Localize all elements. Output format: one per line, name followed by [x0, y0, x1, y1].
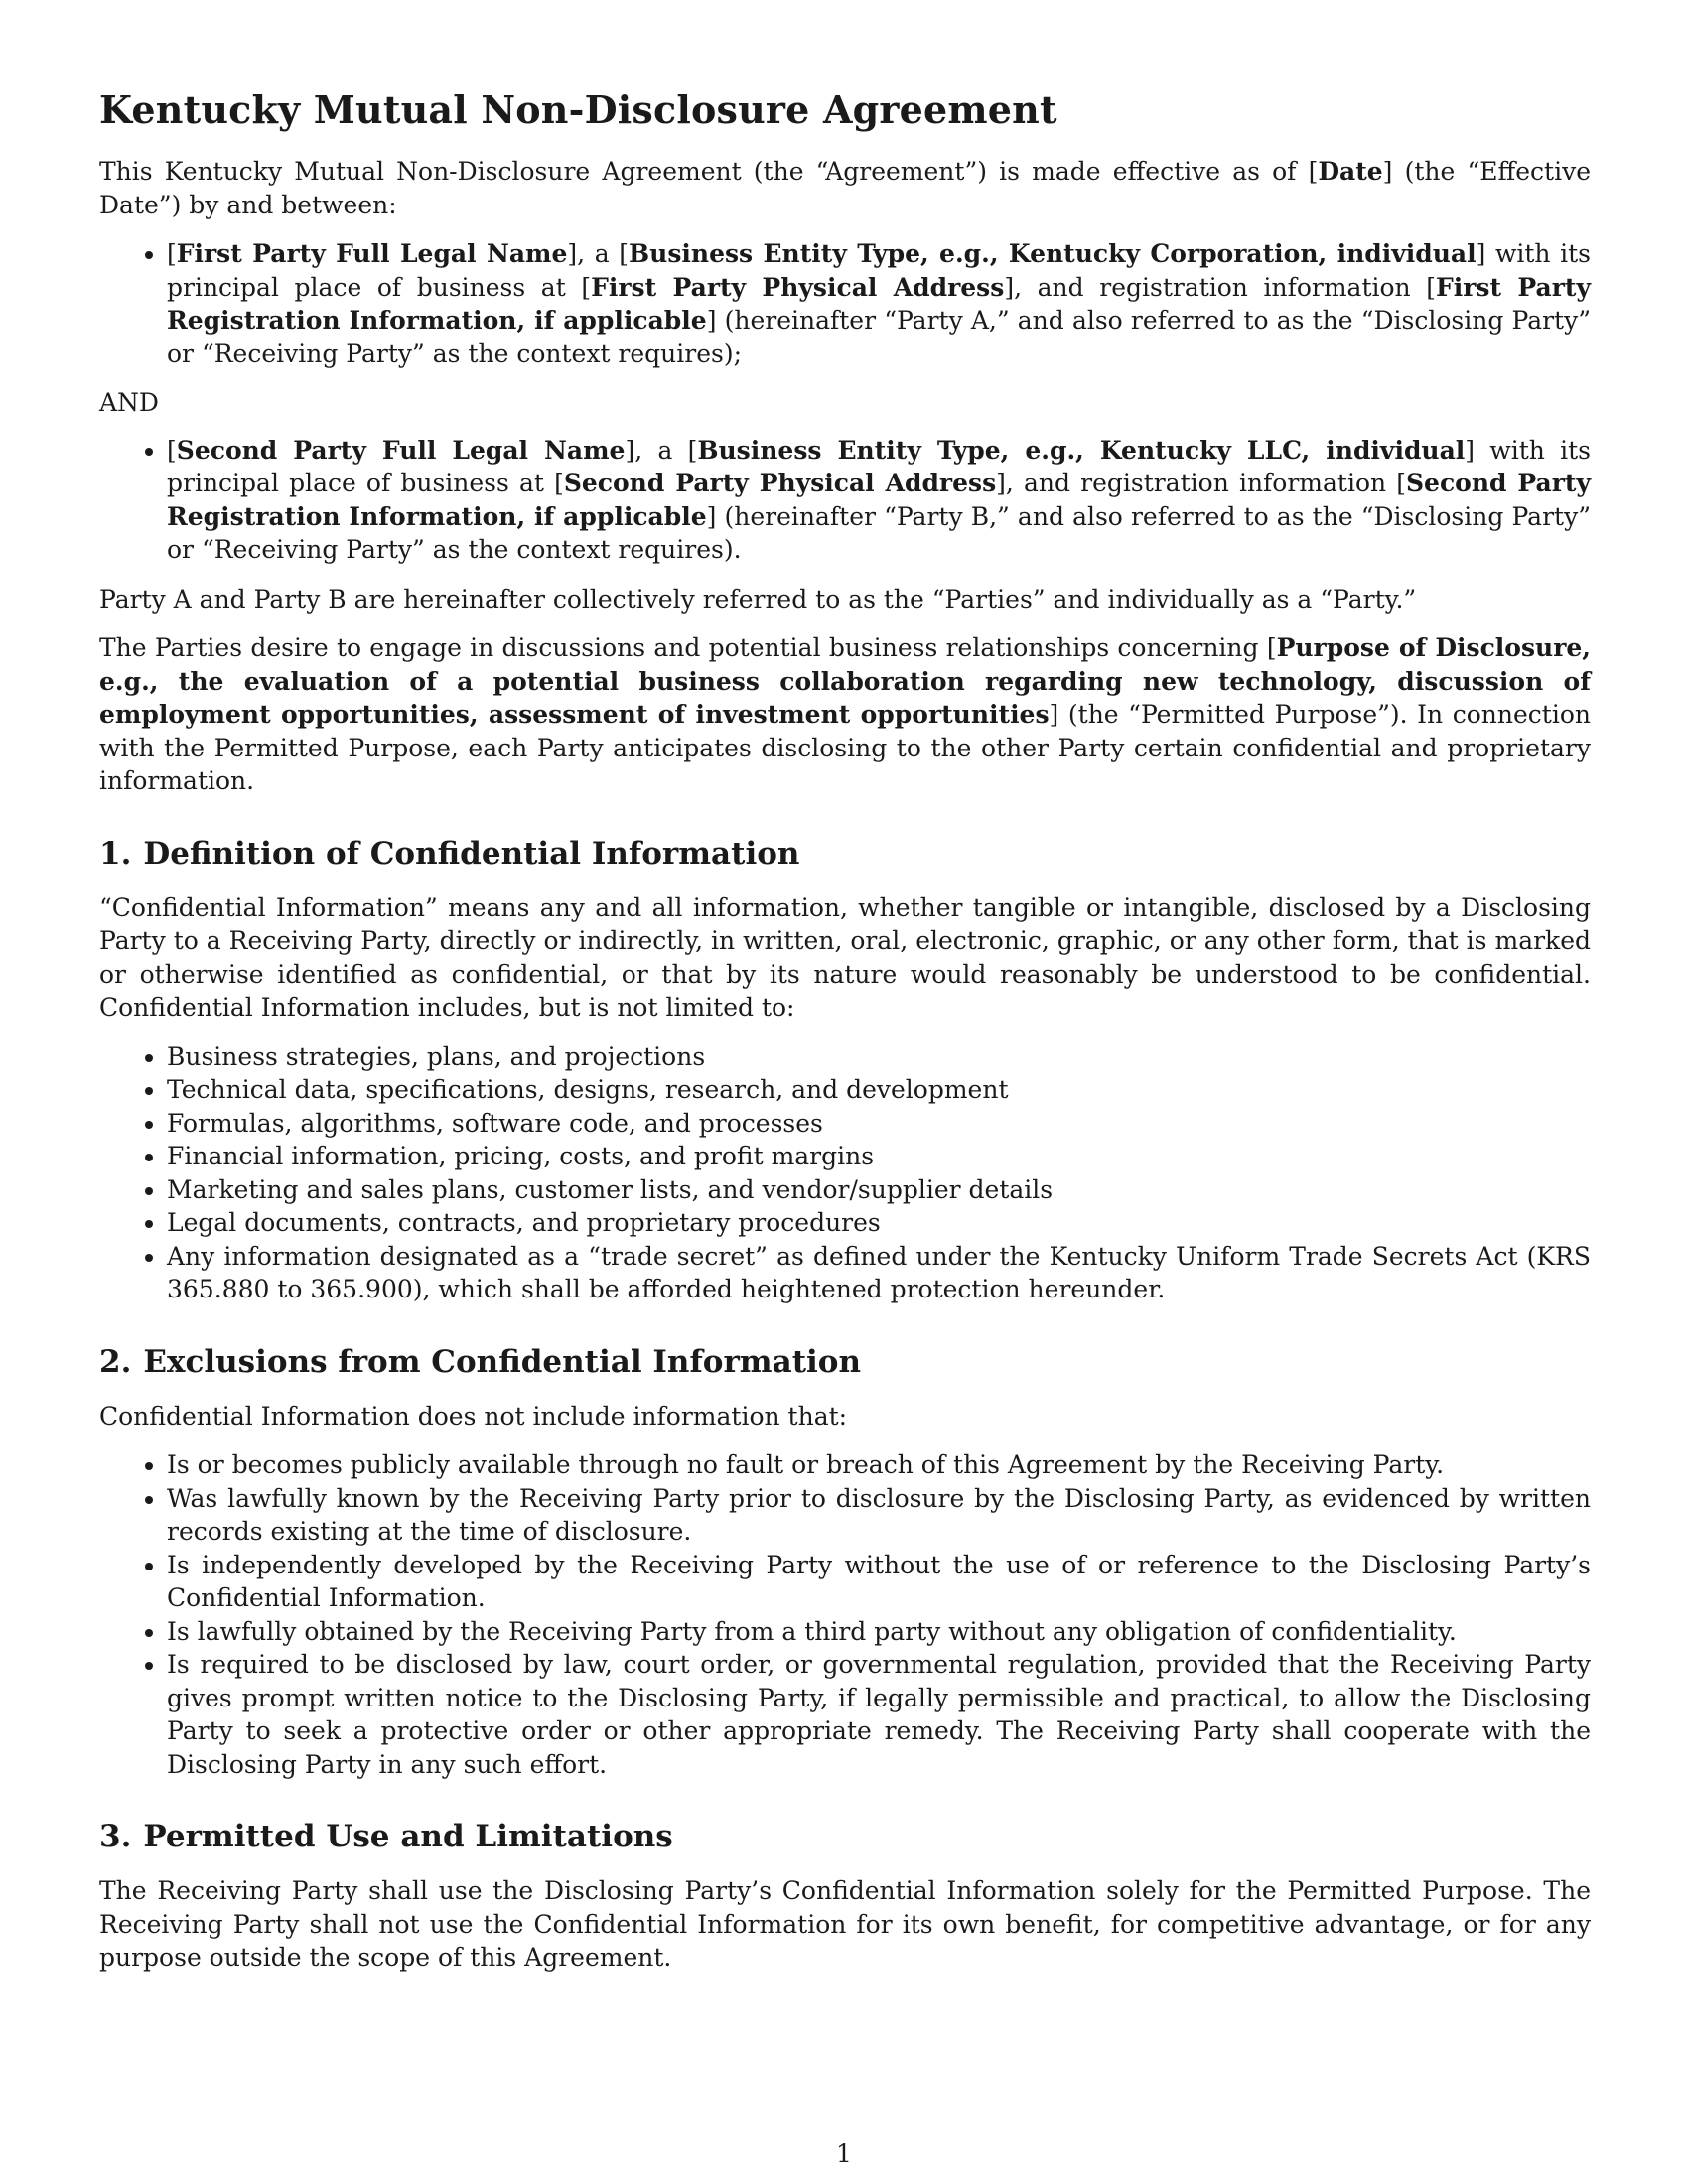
purpose-paragraph: The Parties desire to engage in discussions and potential business relationships concerning [Purpose of Disclosure, e.g., the evaluation of a potential business collaboration regarding new technology, discussion of employment opportunities, assessment of investment opportunities] (the “Permitted Purpose”). In connection with the Permitted Purpose, each Party anticipates disclosing to the other Party certain confidential and proprietary information.: [99, 633, 1592, 795]
section-3-paragraph: The Receiving Party shall use the Disclosing Party’s Confidential Information solely for the Permitted Purpose. The Receiving Party shall not use the Confidential Information for its own benefit, for competitive advantage, or for any purpose outside the scope of this Agreement.: [99, 1876, 1591, 1972]
list-item: • Formulas, algorithms, software code, and processes: [167, 1107, 1591, 1141]
list-item: • Is required to be disclosed by law, court order, or governmental regulation, provided that the Receiving Party gives prompt written notice to the Disclosing Party, if legally permissible and practical, to allow the Disclosing Party to seek a protective order or other appropriate remedy. The Receiving Party shall cooperate with the Disclosing Party in any such effort.: [167, 1648, 1591, 1781]
purpose-placeholder: Purpose of Disclosure, e.g., the evaluation of a potential business collaboration regarding new technology, discussion of employment opportunities, assessment of investment opportunities: [99, 633, 1592, 729]
party-b-list: [99, 434, 1591, 567]
party-a-entity: Business Entity Type, e.g., Kentucky Corporation, individual: [629, 239, 1477, 268]
list-item: • Technical data, specifications, designs, research, and development: [167, 1073, 1591, 1107]
section-1-list: [99, 1040, 1591, 1306]
party-b-name: Second Party Full Legal Name: [176, 435, 626, 465]
section-2-heading: 2. Exclusions from Confidential Information: [99, 1343, 862, 1380]
section-3-heading: 3. Permitted Use and Limitations: [99, 1819, 673, 1854]
party-b-address: Second Party Physical Address: [563, 469, 997, 497]
document-page: [99, 87, 1591, 1990]
parties-definition: Party A and Party B are hereinafter collectively referred to as the “Parties” and individually as a “Party.”: [99, 584, 1417, 614]
section-1-paragraph: “Confidential Information” means any and all information, whether tangible or intangible, disclosed by a Disclosing Party to a Receiving Party, directly or indirectly, in written, oral, electronic, graphic, or any other form, that is marked or otherwise identified as confidential, or that by its nature would reasonably be understood to be confidential. Confidential Information includes, but is not limited to:: [99, 892, 1591, 1022]
section-2-list: [99, 1448, 1591, 1781]
list-item: • Legal documents, contracts, and proprietary procedures: [167, 1206, 1591, 1240]
section-2-paragraph: Confidential Information does not include information that:: [99, 1401, 848, 1431]
list-item: • Was lawfully known by the Receiving Party prior to disclosure by the Disclosing Party, as evidenced by written records existing at the time of disclosure.: [167, 1482, 1591, 1549]
party-b-item: • [Second Party Full Legal Name], a [Business Entity Type, e.g., Kentucky LLC, individual] with its principal place of business at [Second Party Physical Address], and registration information [Second Party Registration Information, if applicable] (hereinafter “Party B,” and also referred to as the “Disclosing Party” or “Receiving Party” as the context requires).: [167, 434, 1591, 567]
list-item: • Financial information, pricing, costs, and profit margins: [167, 1140, 1591, 1173]
party-b-entity: Business Entity Type, e.g., Kentucky LLC, individual: [697, 435, 1466, 465]
party-a-address: First Party Physical Address: [591, 272, 1005, 302]
party-b-registration: Second Party Registration Information, if applicable: [167, 469, 1591, 531]
list-item: • Business strategies, plans, and projections: [167, 1040, 1591, 1074]
section-1-heading: 1. Definition of Confidential Information: [99, 835, 800, 872]
party-a-item: • [First Party Full Legal Name], a [Business Entity Type, e.g., Kentucky Corporation, individual] with its principal place of business at [First Party Physical Address], and registration information [First Party Registration Information, if applicable] (hereinafter “Party A,” and also referred to as the “Disclosing Party” or “Receiving Party” as the context requires);: [167, 237, 1591, 370]
list-item: • Is lawfully obtained by the Receiving Party from a third party without any obligation of confidentiality.: [167, 1615, 1591, 1649]
intro-paragraph: This Kentucky Mutual Non-Disclosure Agreement (the “Agreement”) is made effective as of [Date] (the “Effective Date”) by and between:: [99, 157, 1592, 219]
list-item: • Is independently developed by the Receiving Party without the use of or reference to the Disclosing Party’s Confidential Information.: [167, 1549, 1591, 1615]
and-separator: AND: [99, 388, 159, 417]
party-a-list: [99, 237, 1591, 370]
list-item: • Marketing and sales plans, customer lists, and vendor/supplier details: [167, 1173, 1591, 1207]
list-item: • Any information designated as a “trade secret” as defined under the Kentucky Uniform Trade Secrets Act (KRS 365.880 to 365.900), which shall be afforded heightened protection hereunder.: [167, 1240, 1591, 1306]
document-title: Kentucky Mutual Non-Disclosure Agreement: [99, 87, 1057, 132]
date-placeholder: Date: [1318, 157, 1383, 186]
party-a-registration: First Party Registration Information, if applicable: [167, 272, 1591, 335]
list-item: • Is or becomes publicly available through no fault or breach of this Agreement by the Receiving Party.: [167, 1448, 1591, 1482]
party-a-name: First Party Full Legal Name: [176, 239, 568, 268]
page-number: 1: [836, 2139, 852, 2168]
